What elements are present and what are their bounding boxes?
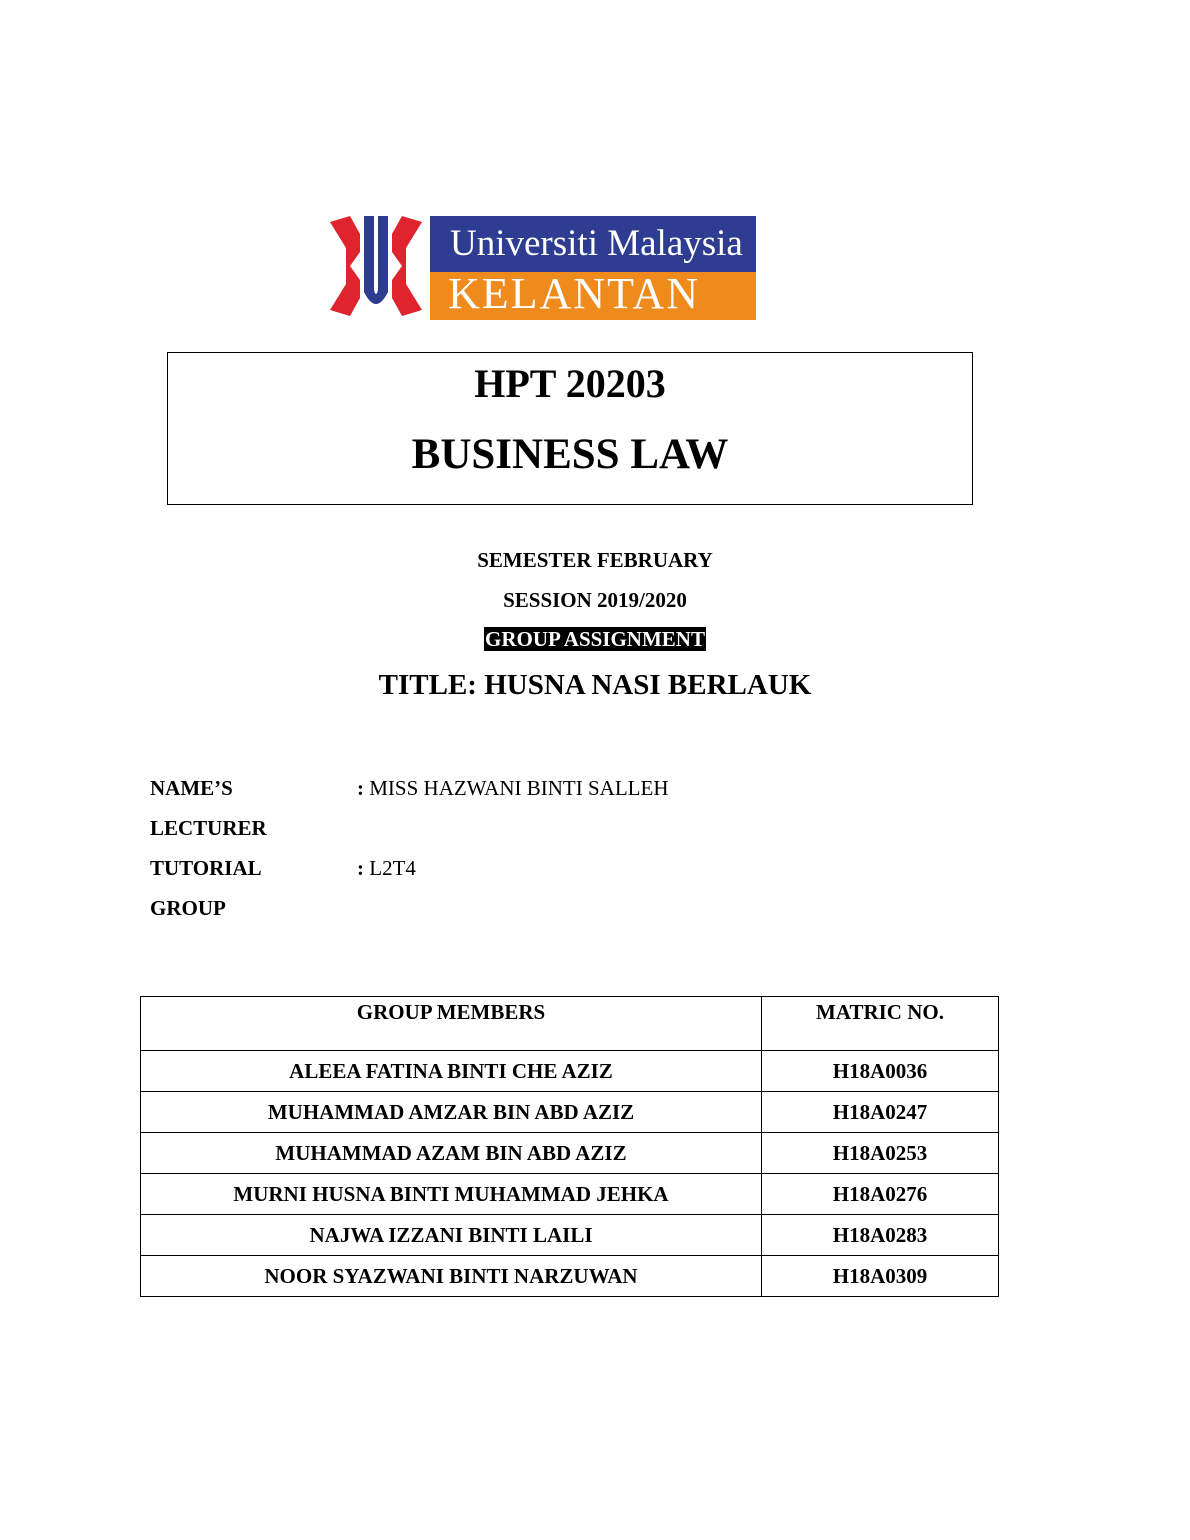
header-matric-no: MATRIC NO. bbox=[762, 997, 999, 1051]
course-code: HPT 20203 bbox=[474, 361, 666, 406]
assignment-type-label: GROUP ASSIGNMENT bbox=[485, 627, 705, 651]
member-matric: H18A0309 bbox=[762, 1256, 999, 1297]
lecturer-label-line1: NAME’S bbox=[150, 776, 233, 800]
table-row bbox=[141, 1133, 999, 1174]
table-header-row bbox=[141, 997, 999, 1051]
tutorial-label-line1: TUTORIAL bbox=[150, 856, 262, 880]
logo-text-kelantan: KELANTAN bbox=[448, 269, 700, 318]
member-name: NOOR SYAZWANI BINTI NARZUWAN bbox=[141, 1256, 762, 1297]
member-matric: H18A0283 bbox=[762, 1215, 999, 1256]
member-name: ALEEA FATINA BINTI CHE AZIZ bbox=[141, 1051, 762, 1092]
group-members-table bbox=[140, 996, 999, 1297]
logo-text-universiti: Universiti Malaysia bbox=[450, 223, 743, 264]
lecturer-value: MISS HAZWANI BINTI SALLEH bbox=[369, 776, 669, 800]
logo-banner bbox=[430, 216, 756, 316]
session-label: SESSION 2019/2020 bbox=[503, 588, 687, 612]
member-matric: H18A0247 bbox=[762, 1092, 999, 1133]
member-name: MUHAMMAD AMZAR BIN ABD AZIZ bbox=[141, 1092, 762, 1133]
tutorial-value-row bbox=[357, 855, 416, 881]
assignment-type-wrap bbox=[0, 626, 1190, 652]
course-name: BUSINESS LAW bbox=[411, 431, 729, 478]
table-row bbox=[141, 1174, 999, 1215]
member-name: NAJWA IZZANI BINTI LAILI bbox=[141, 1215, 762, 1256]
lecturer-value-row bbox=[357, 775, 668, 801]
tutorial-separator: : bbox=[357, 856, 364, 880]
member-name: MURNI HUSNA BINTI MUHAMMAD JEHKA bbox=[141, 1174, 762, 1215]
member-matric: H18A0036 bbox=[762, 1051, 999, 1092]
tutorial-value: L2T4 bbox=[369, 856, 416, 880]
semester-label: SEMESTER FEBRUARY bbox=[477, 548, 713, 572]
university-logo bbox=[326, 212, 756, 320]
table-row bbox=[141, 1256, 999, 1297]
header-group-members: GROUP MEMBERS bbox=[141, 997, 762, 1051]
tutorial-label-line2: GROUP bbox=[150, 896, 226, 920]
member-matric: H18A0253 bbox=[762, 1133, 999, 1174]
member-matric: H18A0276 bbox=[762, 1174, 999, 1215]
document-title: TITLE: HUSNA NASI BERLAUK bbox=[378, 669, 812, 701]
member-name: MUHAMMAD AZAM BIN ABD AZIZ bbox=[141, 1133, 762, 1174]
lecturer-label-line2: LECTURER bbox=[150, 816, 267, 840]
course-title-box bbox=[167, 352, 973, 505]
table-row bbox=[141, 1215, 999, 1256]
table-row bbox=[141, 1092, 999, 1133]
table-row bbox=[141, 1051, 999, 1092]
umk-emblem-icon bbox=[326, 212, 426, 320]
lecturer-separator: : bbox=[357, 776, 364, 800]
